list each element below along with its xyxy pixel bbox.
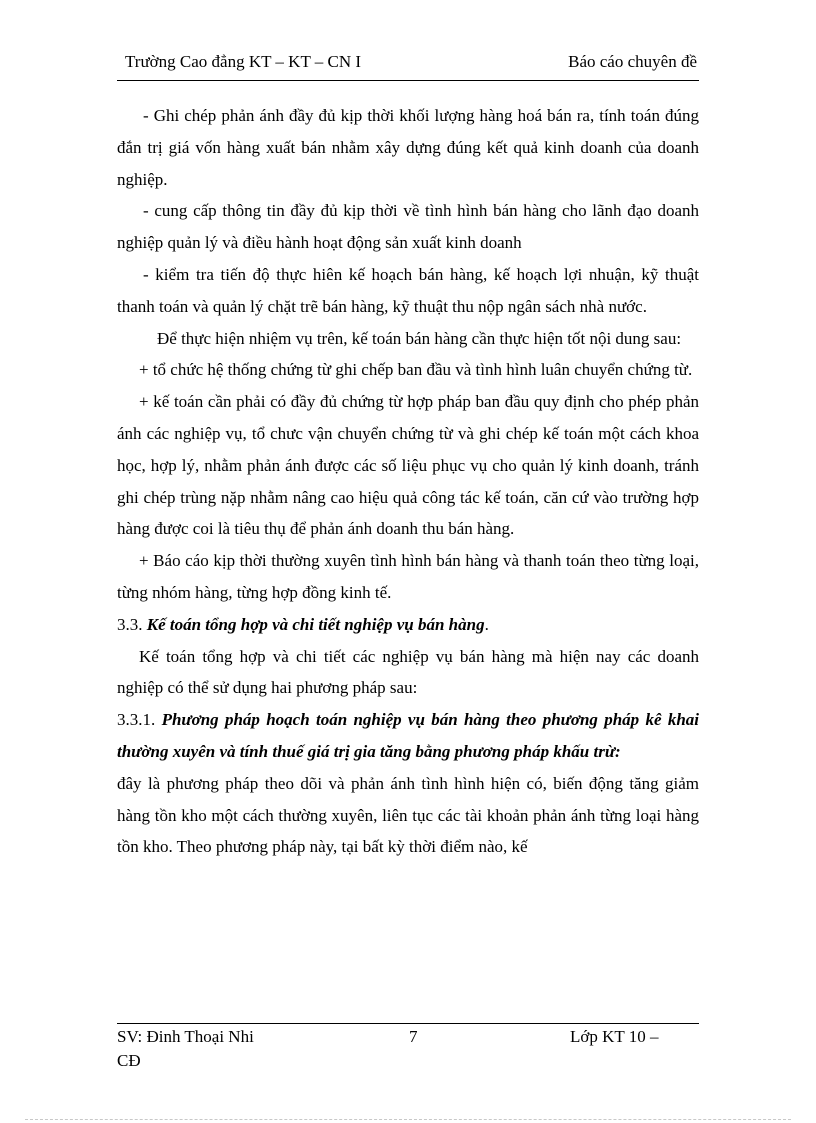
header-report-type: Báo cáo chuyên đề [568,52,697,71]
page-header [117,50,699,81]
paragraph: Để thực hiện nhiệm vụ trên, kế toán bán hàng cần thực hiện tốt nội dung sau: [157,328,682,348]
paragraph: + tổ chức hệ thống chứng từ ghi chếp ban đầu và tình hình luân chuyển chứng từ. [139,360,693,380]
header-school: Trường Cao đẳng KT – KT – CN I [125,52,362,71]
page-break-line [25,1119,791,1120]
paragraph: + kế toán cần phải có đầy đủ chứng từ hợp pháp ban đầu quy định cho phép phản ánh các nghiệp vụ, tổ chưc vận chuyển chứng từ và ghi chép kế toán một cách khoa học, hợp lý, nhằm phản ánh được các số liệu phục vụ cho quản lý kinh doanh, tránh ghi chép trùng nặp nhằm nâng cao hiệu quả công tác kế toán, căn cứ vào trường hợp hàng được coi là tiêu thụ để phản ánh doanh thu bán hàng. [117,392,699,539]
section-number: 3.3. [117,614,147,634]
paragraph: + Báo cáo kịp thời thường xuyên tình hình bán hàng và thanh toán theo từng loại, từng nhóm hàng, từng hợp đồng kinh tế. [117,551,699,602]
section-title: Kế toán tổng hợp và chi tiết nghiệp vụ bán hàng [146,614,485,634]
section-title: Phương pháp hoạch toán nghiệp vụ bán hàng theo phương pháp kê khai thường xuyên và tính thuế giá trị gia tăng bằng phương pháp khấu trừ: [117,710,700,761]
document-body [117,100,699,863]
footer-divider [117,1023,699,1024]
footer-class: Lớp KT 10 – [570,1027,659,1046]
footer-student-name: SV: Đinh Thoại Nhi [117,1027,254,1046]
page-number: 7 [409,1027,418,1046]
paragraph: - cung cấp thông tin đầy đủ kịp thời về tình hình bán hàng cho lãnh đạo doanh nghiệp quản lý và điều hành hoạt động sản xuất kinh doanh [117,201,699,253]
section-heading-3-3 [117,609,699,641]
footer-student [117,1025,317,1073]
paragraph: Kế toán tổng hợp và chi tiết các nghiệp vụ bán hàng mà hiện nay các doanh nghiệp có thể sử dụng hai phương pháp sau: [117,646,699,698]
paragraph: - kiểm tra tiến độ thực hiên kế hoạch bán hàng, kế hoạch lợi nhuận, kỹ thuật thanh toán và quản lý chặt trẽ bán hàng, kỹ thuật thu nộp ngân sách nhà nước. [117,264,699,316]
paragraph: đây là phương pháp theo dõi và phản ánh tình hình hiện có, biến động tăng giảm hàng tồn kho một cách thường xuyên, liên tục các tài khoản phản ánh từng loại hàng tồn kho. Theo phương pháp này, tại bất kỳ thời điểm nào, kế [117,773,699,857]
section-tail: . [484,614,489,634]
footer-student-cont: CĐ [117,1051,141,1070]
section-number: 3.3.1. [117,710,162,730]
paragraph: - Ghi chép phản ánh đầy đủ kịp thời khối lượng hàng hoá bán ra, tính toán đúng đắn trị giá vốn hàng xuất bán nhằm xây dựng đúng kết quả kinh doanh của doanh nghiệp. [117,106,699,189]
section-heading-3-3-1 [117,704,699,768]
